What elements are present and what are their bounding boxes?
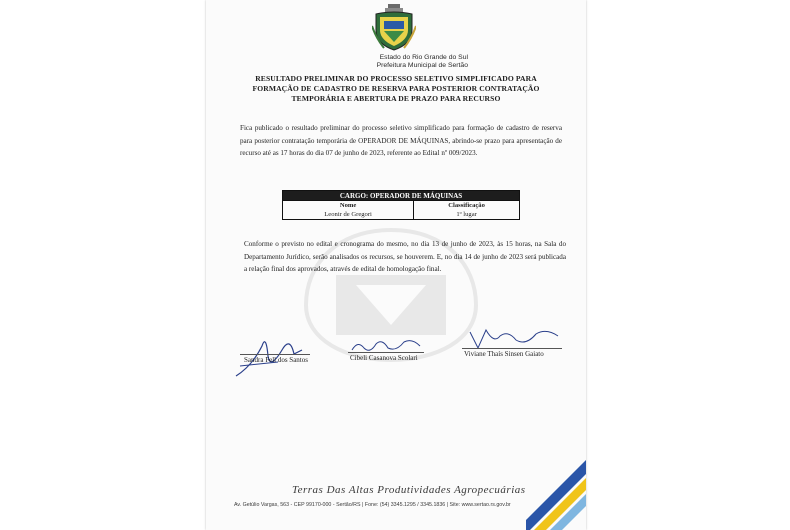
signatory-name: Sandra Fell dos Santos xyxy=(244,356,308,364)
schedule-paragraph: Conforme o previsto no edital e cronograma do mesmo, no dia 13 de junho de 2023, às 15 horas, na Sala do Departamento Jurídico, serão analisados os recursos, se houverem. E, no dia 14 de junho de 2023 será publicada a relação final dos aprovados, através de edital de homologação final. xyxy=(244,240,566,273)
column-header-classification: Classificação xyxy=(414,201,520,211)
table-row xyxy=(283,210,520,220)
column-header-name: Nome xyxy=(283,201,414,211)
signature-line xyxy=(462,348,562,349)
signature-line xyxy=(348,352,424,353)
signatory-name: Cibeli Casanova Scolari xyxy=(350,354,418,362)
table-heading: CARGO: OPERADOR DE MÁQUINAS xyxy=(283,191,520,201)
signature-line xyxy=(240,354,310,355)
state-name: Estado do Rio Grande do Sul xyxy=(379,54,468,61)
intro-paragraph: Fica publicado o resultado preliminar do processo seletivo simplificado para formação de cadastro de reserva para posterior contratação temporária de OPERADOR DE MÁQUINAS, abrindo-se prazo para apresentação de recurso até as 17 horas do dia 07 de junho de 2023, referente ao Edital nº 009/2023. xyxy=(240,124,562,157)
candidate-name: Leonir de Gregori xyxy=(283,210,414,220)
title-line: FORMAÇÃO DE CADASTRO DE RESERVA PARA POSTERIOR CONTRATAÇÃO xyxy=(252,84,540,93)
signature-scribble-1 xyxy=(232,326,312,384)
document-title xyxy=(242,74,550,104)
footer-address: Av. Getúlio Vargas, 563 - CEP 99170-000 - Sertão/RS | Fone: (54) 3345.1295 / 3345.1836 | Site: www.sertao.rs.gov.br xyxy=(234,502,511,508)
document-page xyxy=(206,0,586,530)
title-line: TEMPORÁRIA E ABERTURA DE PRAZO PARA RECURSO xyxy=(291,94,501,103)
signature-scribble-2 xyxy=(348,336,430,356)
result-table xyxy=(282,190,520,220)
decorative-stripes xyxy=(526,460,586,530)
prefecture-name: Prefeitura Municipal de Sertão xyxy=(376,62,468,69)
signatory-name: Viviane Thaís Sinsen Gaiato xyxy=(464,350,544,358)
title-line: RESULTADO PRELIMINAR DO PROCESSO SELETIVO SIMPLIFICADO PARA xyxy=(255,74,537,83)
municipal-crest-icon xyxy=(372,4,416,52)
municipal-slogan: Terras Das Altas Produtividades Agropecuárias xyxy=(292,484,526,496)
candidate-classification: 1º lugar xyxy=(414,210,520,220)
